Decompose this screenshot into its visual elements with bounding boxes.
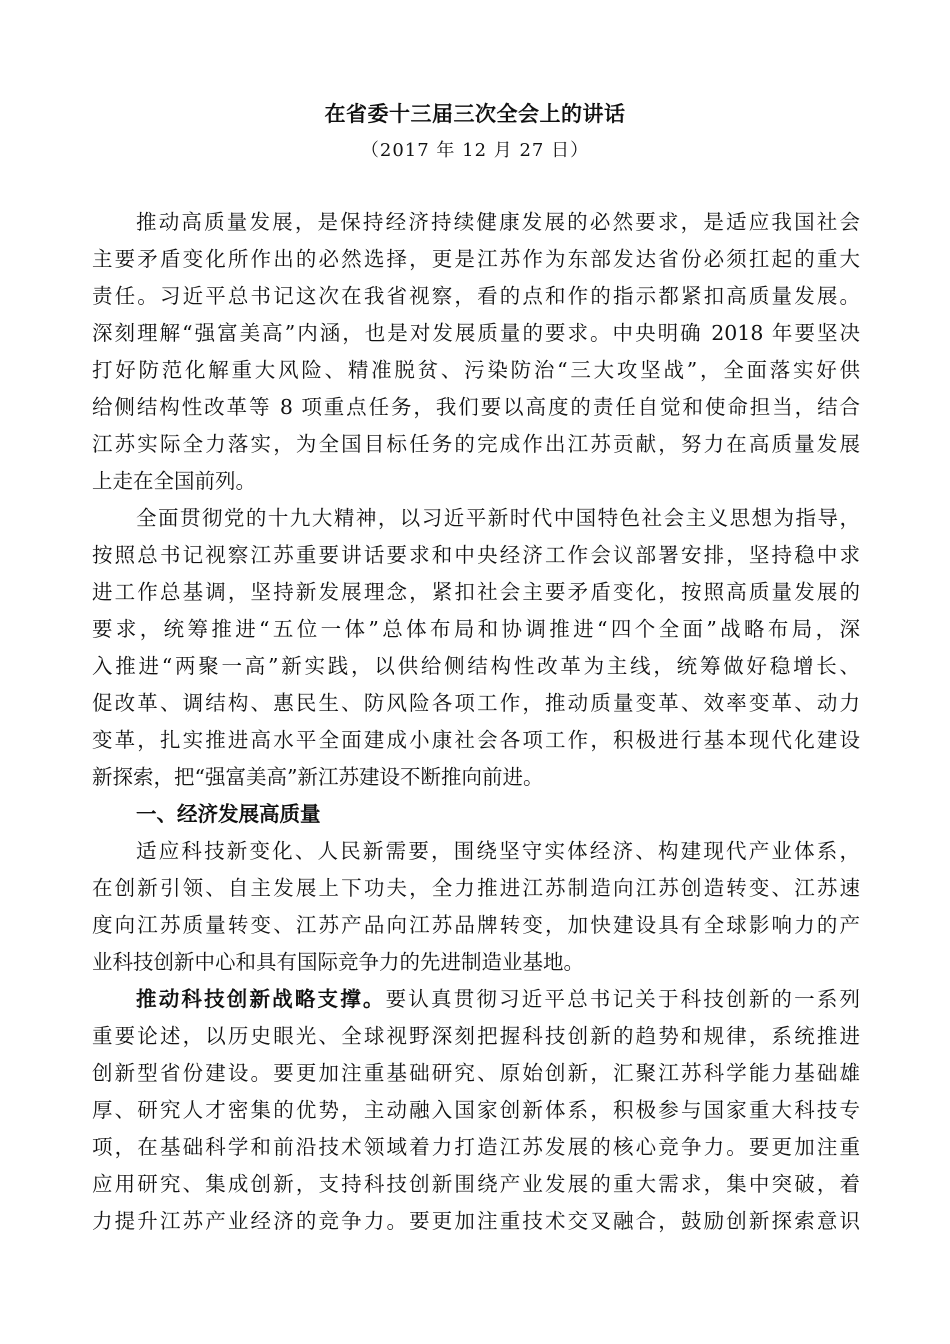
paragraph-line: 入推进“两聚一高”新实践，以供给侧结构性改革为主线，统筹做好稳增长、 <box>92 654 860 678</box>
paragraph-line: 主要矛盾变化所作出的必然选择，更是江苏作为东部发达省份必须扛起的重大 <box>92 247 860 271</box>
paragraph-line: 打好防范化解重大风险、精准脱贫、污染防治“三大攻坚战”，全面落实好供 <box>92 358 860 382</box>
paragraph-line: 重要论述，以历史眼光、全球视野深刻把握科技创新的趋势和规律，系统推进 <box>92 1024 860 1048</box>
paragraph-line: 业科技创新中心和具有国际竞争力的先进制造业基地。 <box>92 950 584 974</box>
paragraph-line: 应用研究、集成创新，支持科技创新围绕产业发展的重大需求，集中突破，着 <box>92 1172 860 1196</box>
paragraph-line: 责任。习近平总书记这次在我省视察，看的点和作的指示都紧扣高质量发展。 <box>92 284 860 308</box>
paragraph-line: 进工作总基调，坚持新发展理念，紧扣社会主要矛盾变化，按照高质量发展的 <box>92 580 860 604</box>
paragraph-line: 给侧结构性改革等 8 项重点任务，我们要以高度的责任自觉和使命担当，结合 <box>92 395 860 419</box>
paragraph-line: 全面贯彻党的十九大精神，以习近平新时代中国特色社会主义思想为指导， <box>136 506 860 530</box>
paragraph-line: 促改革、调结构、惠民生、防风险各项工作，推动质量变革、效率变革、动力 <box>92 691 860 715</box>
paragraph-line: 厚、研究人才密集的优势，主动融入国家创新体系，积极参与国家重大科技专 <box>92 1098 860 1122</box>
paragraph-line: 上走在全国前列。 <box>92 469 256 493</box>
paragraph-line: 适应科技新变化、人民新需要，围绕坚守实体经济、构建现代产业体系， <box>136 839 860 863</box>
paragraph-line: 新探索，把“强富美高”新江苏建设不断推向前进。 <box>92 765 544 789</box>
section-heading: 一、经济发展高质量 <box>136 802 321 826</box>
paragraph-lead: 推动科技创新战略支撑。 <box>136 987 386 1011</box>
paragraph-line: 推动高质量发展，是保持经济持续健康发展的必然要求，是适应我国社会 <box>136 210 860 234</box>
paragraph-line: 按照总书记视察江苏重要讲话要求和中央经济工作会议部署安排，坚持稳中求 <box>92 543 860 567</box>
paragraph-text: 要认真贯彻习近平总书记关于科技创新的一系列 <box>385 987 860 1011</box>
paragraph-line <box>136 981 860 1017</box>
paragraph-line: 江苏实际全力落实，为全国目标任务的完成作出江苏贡献，努力在高质量发展 <box>92 432 860 456</box>
paragraph-line: 度向江苏质量转变、江苏产品向江苏品牌转变，加快建设具有全球影响力的产 <box>92 913 860 937</box>
paragraph-line: 变革，扎实推进高水平全面建成小康社会各项工作，积极进行基本现代化建设 <box>92 728 860 752</box>
paragraph-line: 力提升江苏产业经济的竞争力。要更加注重技术交叉融合，鼓励创新探索意识 <box>92 1209 860 1233</box>
paragraph-line: 在创新引领、自主发展上下功夫，全力推进江苏制造向江苏创造转变、江苏速 <box>92 876 860 900</box>
paragraph-line: 创新型省份建设。要更加注重基础研究、原始创新，汇聚江苏科学能力基础雄 <box>92 1061 860 1085</box>
document-title: 在省委十三届三次全会上的讲话 <box>324 101 626 126</box>
paragraph-line: 深刻理解“强富美高”内涵，也是对发展质量的要求。中央明确 2018 年要坚决 <box>92 321 860 345</box>
paragraph-line: 项，在基础科学和前沿技术领域着力打造江苏发展的核心竞争力。要更加注重 <box>92 1135 860 1159</box>
paragraph-line: 要求，统筹推进“五位一体”总体布局和协调推进“四个全面”战略布局，深 <box>92 617 860 641</box>
document-date: （2017 年 12 月 27 日） <box>360 140 590 161</box>
